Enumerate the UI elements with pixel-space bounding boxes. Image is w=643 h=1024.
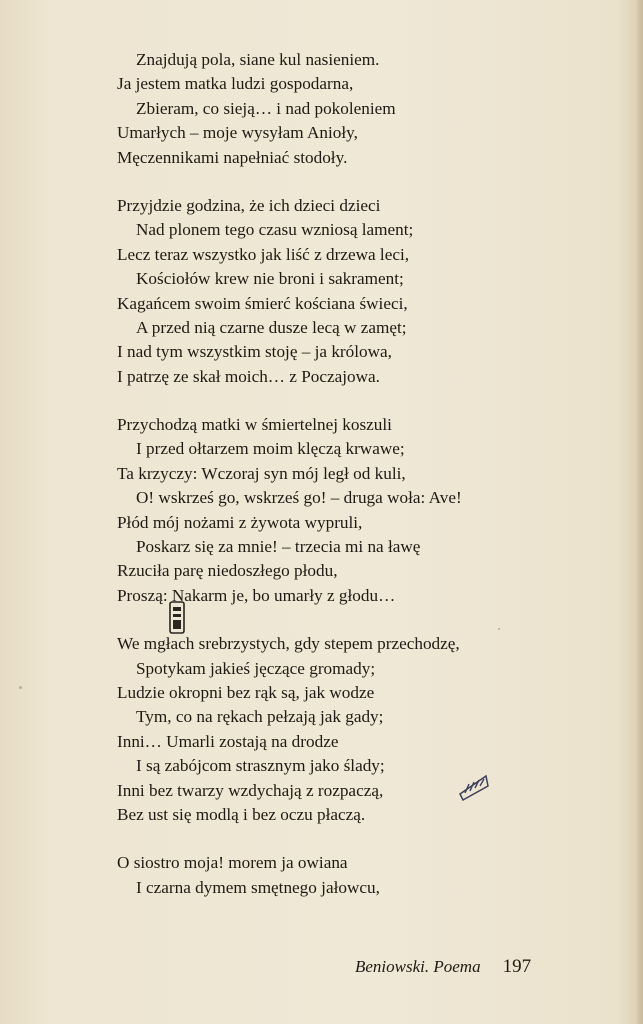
poem-line: Płód mój nożami z żywota wypruli, [117,512,363,532]
paper-speck [19,686,22,689]
poem-line: Rzuciła parę niedoszłego płodu, [117,561,338,581]
page-number: 197 [502,956,532,977]
poem-line: Znajdują pola, siane kul nasieniem. [136,50,380,69]
stanza [117,48,577,170]
poem-line: Umarłych – moje wysyłam Anioły, [117,123,358,143]
poem-line: Przychodzą matki w śmiertelnej koszuli [117,415,392,435]
poem-line: Przyjdzie godzina, że ich dzieci dzieci [117,195,381,215]
poem-line: Lecz teraz wszystko jak liść z drzewa leci, [117,244,410,264]
poem-line: Inni… Umarli zostają na drodze [117,731,339,751]
poem-line: O! wskrześ go, wskrześ go! – druga woła: Ave! [136,488,462,508]
poem-text [117,48,577,900]
poem-line: O siostro moja! morem ja owiana [117,853,348,873]
poem-line: Ja jestem matka ludzi gospodarna, [117,74,354,94]
poem-line: Ta krzyczy: Wczoraj syn mój legł od kuli, [117,463,406,483]
poem-line: Kagańcem swoim śmierć kościana świeci, [117,293,408,313]
page-footer [355,956,575,978]
poem-line: Męczennikami napełniać stodoły. [117,147,348,167]
ink-stamp-mark [457,772,491,802]
poem-line: I patrzę ze skał moich… z Poczajowa. [117,366,380,386]
poem-line: Poskarz się za mnie! – trzecia mi na ławę [136,537,421,557]
poem-line: Inni bez twarzy wzdychają z rozpaczą, [117,780,384,800]
stanza-gap [117,389,577,413]
stanza [117,413,577,608]
stanza-gap [117,827,577,851]
stanza [117,194,577,389]
paper-speck [498,628,500,630]
poem-line: Nad plonem tego czasu wzniosą lament; [136,220,414,240]
poem-line: A przed nią czarne dusze lecą w zamęt; [136,317,407,337]
poem-line: Kościołów krew nie broni i sakrament; [136,269,404,289]
poem-line: I czarna dymem smętnego jałowcu, [136,877,380,897]
stanza-gap [117,170,577,194]
stanza [117,632,577,827]
poem-line: I przed ołtarzem moim klęczą krwawe; [136,439,405,459]
poem-line: Zbieram, co sieją… i nad pokoleniem [136,98,396,118]
poem-line: I są zabójcom strasznym jako ślady; [136,756,385,776]
poem-line: We mgłach srebrzystych, gdy stepem przechodzę, [117,634,460,654]
poem-line: Tym, co na rękach pełzają jak gady; [136,707,384,727]
library-stamp-mark [167,600,187,636]
running-title: Beniowski. Poema [355,957,481,976]
stanza [117,851,577,900]
poem-line: Spotykam jakieś jęczące gromady; [136,658,376,678]
poem-line: Ludzie okropni bez rąk są, jak wodze [117,682,375,702]
page-edge-shadow [637,0,643,1024]
poem-line: Bez ust się modlą i bez oczu płaczą. [117,804,366,824]
poem-line: I nad tym wszystkim stoję – ja królowa, [117,342,392,362]
poem-line: Proszą: Nakarm je, bo umarły z głodu… [117,585,396,605]
